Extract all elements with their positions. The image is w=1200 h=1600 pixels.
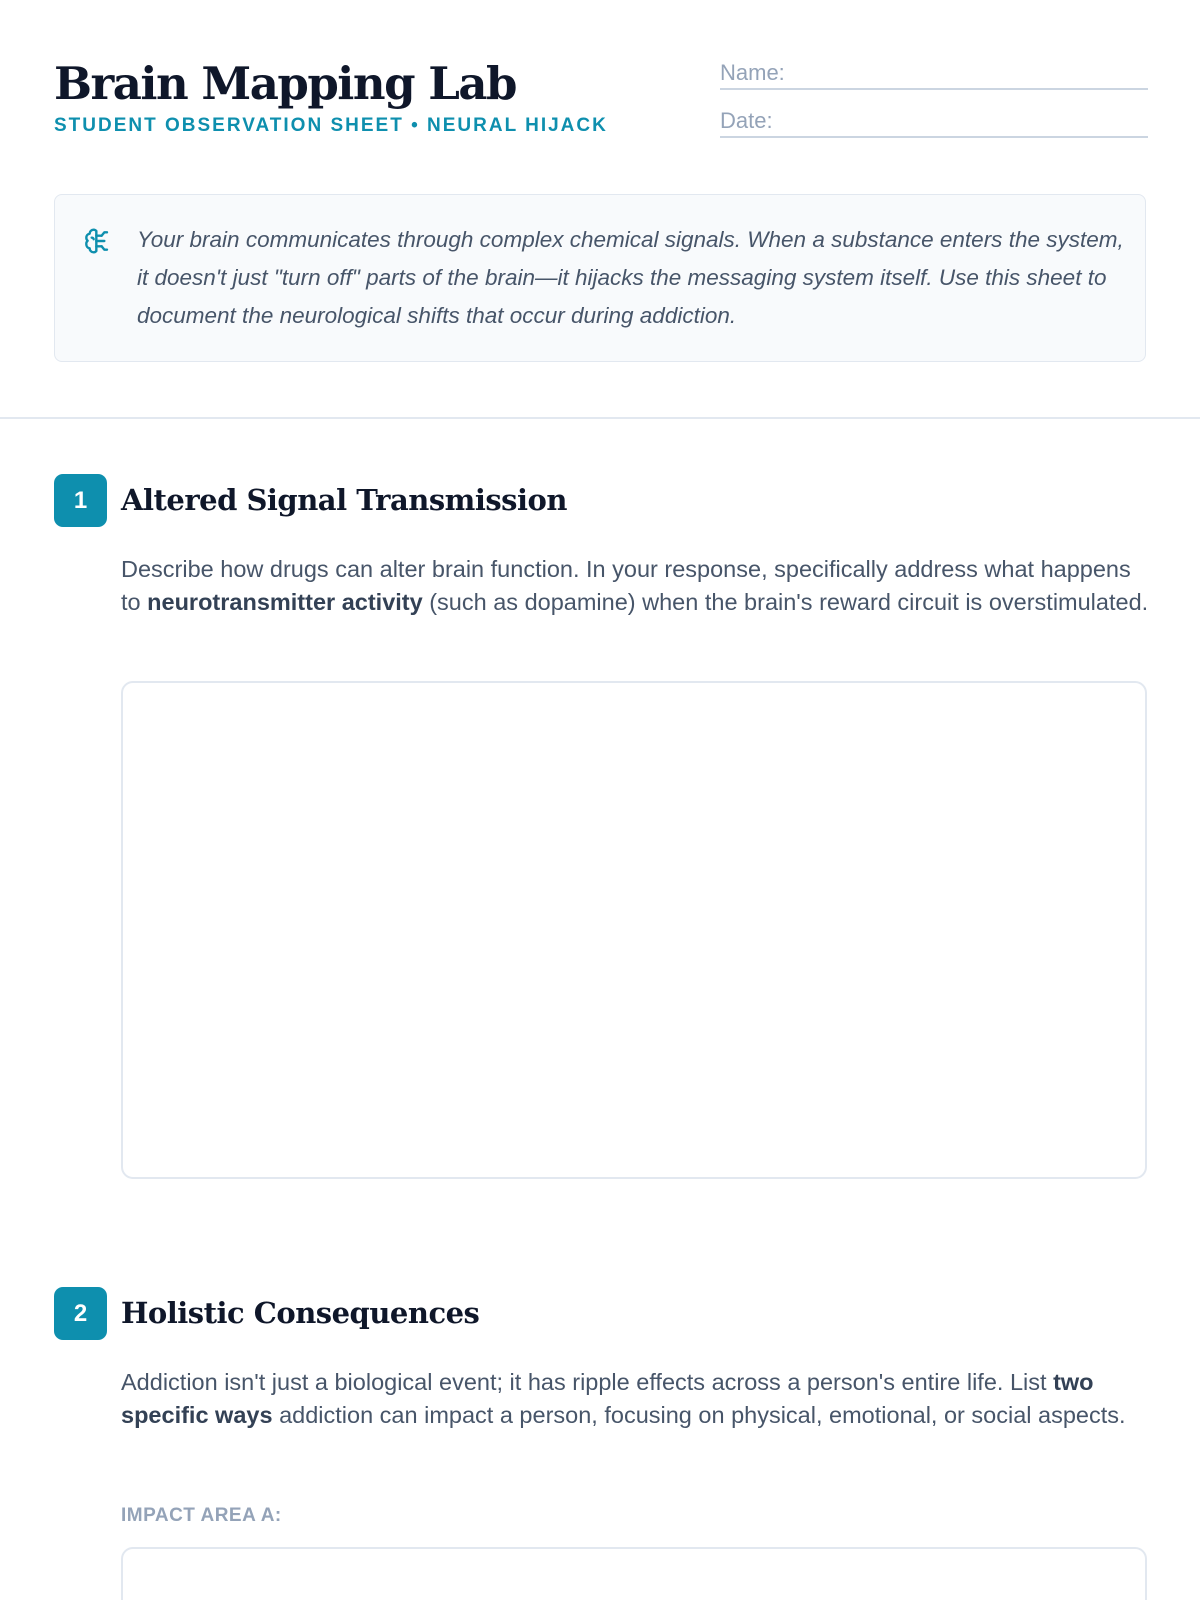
section-2-prompt (121, 1366, 1151, 1432)
prompt-text: (such as dopamine) when the brain's reward circuit is overstimulated. (422, 589, 1149, 615)
section-number-badge: 2 (54, 1287, 107, 1340)
date-field[interactable] (720, 110, 1148, 138)
prompt-text: addiction can impact a person, focusing on physical, emotional, or social aspects. (272, 1402, 1126, 1428)
name-field-row (720, 55, 1148, 103)
impact-area-a-label: IMPACT AREA A: (121, 1505, 282, 1526)
prompt-emphasis: two specific ways (121, 1369, 1094, 1428)
page-header (54, 55, 1148, 145)
brain-icon (81, 225, 113, 257)
date-field-row (720, 103, 1148, 151)
section-title: Holistic Consequences (121, 1296, 480, 1330)
section-number-badge: 1 (54, 474, 107, 527)
intro-callout (54, 194, 1146, 362)
student-info-fields (720, 55, 1148, 151)
name-label: Name: (720, 60, 785, 85)
prompt-text: Addiction isn't just a biological event; it has ripple effects across a person's entire life. List (121, 1369, 1054, 1395)
prompt-text: Describe how drugs can alter brain function. In your response, specifically address what happens to (121, 556, 1131, 615)
prompt-emphasis: neurotransmitter activity (147, 589, 423, 615)
date-label: Date: (720, 108, 773, 133)
section-divider (0, 417, 1200, 419)
page-subtitle: STUDENT OBSERVATION SHEET • NEURAL HIJACK (54, 115, 608, 136)
impact-area-a-answer-box[interactable] (121, 1547, 1147, 1600)
page-title: Brain Mapping Lab (54, 57, 516, 110)
section-1-prompt (121, 553, 1151, 619)
intro-text: Your brain communicates through complex chemical signals. When a substance enters the system, it doesn't just "turn off" parts of the brain—it hijacks the messaging system itself. Use this sheet to document the neurological shifts that occur during addiction. (137, 227, 1124, 328)
section-1-answer-box[interactable] (121, 681, 1147, 1179)
section-title: Altered Signal Transmission (121, 483, 567, 517)
